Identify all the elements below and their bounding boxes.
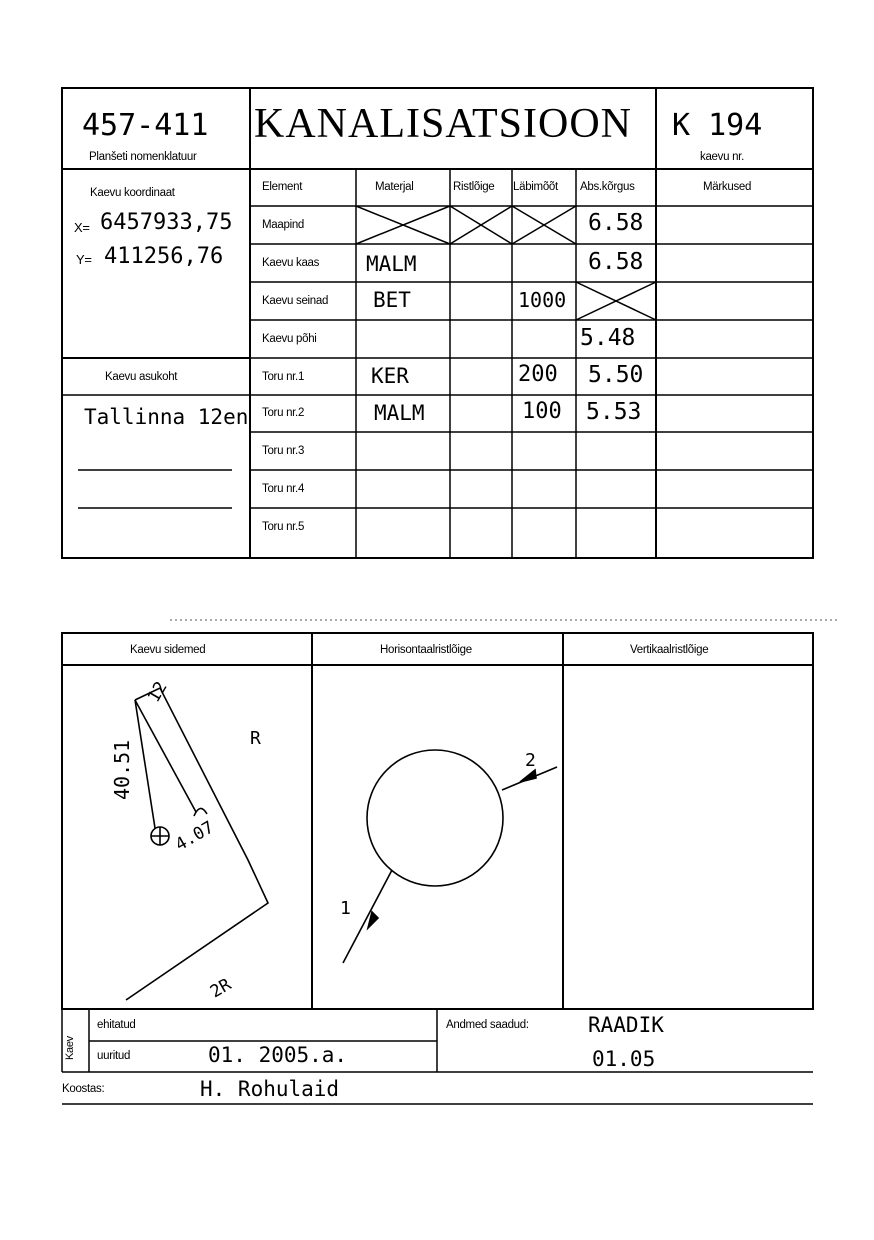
pipe-label: 1 [340,898,351,919]
header-material: Materjal [375,181,414,193]
vertical-section-header: Vertikaalristlõige [630,644,709,656]
header-notes: Märkused [703,181,752,193]
tie-label: R [250,728,261,749]
header-cross-section: Ristlõige [453,181,495,193]
location-label: Kaevu asukoht [105,371,178,383]
row-abs-height: 5.50 [588,362,644,388]
tie-label: 40.51 [110,739,134,800]
y-coordinate-value: 411256,76 [104,244,224,269]
data-source-date: 01.05 [592,1047,656,1071]
header-element: Element [262,181,303,193]
row-element: Toru nr.1 [262,371,305,383]
row-abs-height: 6.58 [588,210,644,236]
header-abs-height: Abs.kõrgus [580,181,635,193]
surveyed-value: 01. 2005.a. [208,1043,348,1067]
row-diameter: 200 [518,362,558,387]
x-coordinate-label: X= [74,220,90,235]
row-element: Toru nr.3 [262,445,305,457]
row-element: Kaevu kaas [262,257,320,269]
horizontal-section-header: Horisontaalristlõige [380,644,472,656]
row-material: KER [371,364,409,388]
y-coordinate-label: Y= [76,252,92,267]
row-element: Toru nr.4 [262,483,305,495]
row-diameter: 100 [522,399,562,424]
compiler-label: Koostas: [62,1083,105,1095]
location-value: Tallinna 12en [84,405,249,429]
row-element: Maapind [262,219,305,231]
pipe-label: 2 [525,750,536,771]
tie-label: 2R [207,974,235,1003]
row-material: MALM [374,401,425,425]
tie-label: 4.07 [172,817,218,856]
data-source-value: RAADIK [588,1013,664,1037]
row-material: BET [373,288,411,312]
horizontal-section-sketch [343,750,557,963]
row-abs-height: 5.48 [580,325,636,351]
well-number-value: K 194 [672,108,763,143]
row-abs-height: 6.58 [588,249,644,275]
data-source-label: Andmed saadud: [446,1019,529,1031]
x-coordinate-value: 6457933,75 [100,210,233,235]
row-material: MALM [366,252,417,276]
row-element: Kaevu seinad [262,295,329,307]
sheet-nomenclature-label: Planšeti nomenklatuur [89,151,197,163]
built-label: ehitatud [97,1019,136,1031]
tie-label: 12 [144,678,172,706]
row-diameter: 1000 [518,288,567,312]
compiler-value: H. Rohulaid [200,1077,340,1101]
row-element: Toru nr.5 [262,521,305,533]
row-abs-height: 5.53 [586,399,642,425]
form-title: KANALISATSIOON [254,101,632,147]
header-diameter: Läbimõõt [513,181,558,193]
sheet-nomenclature-value: 457-411 [82,108,209,143]
row-element: Kaevu põhi [262,333,317,345]
row-element: Toru nr.2 [262,407,305,419]
ties-header: Kaevu sidemed [130,644,206,656]
well-side-label: Kaev [64,1036,76,1060]
surveyed-label: uuritud [97,1050,131,1062]
well-number-label: kaevu nr. [700,151,744,163]
coordinates-label: Kaevu koordinaat [90,187,175,199]
